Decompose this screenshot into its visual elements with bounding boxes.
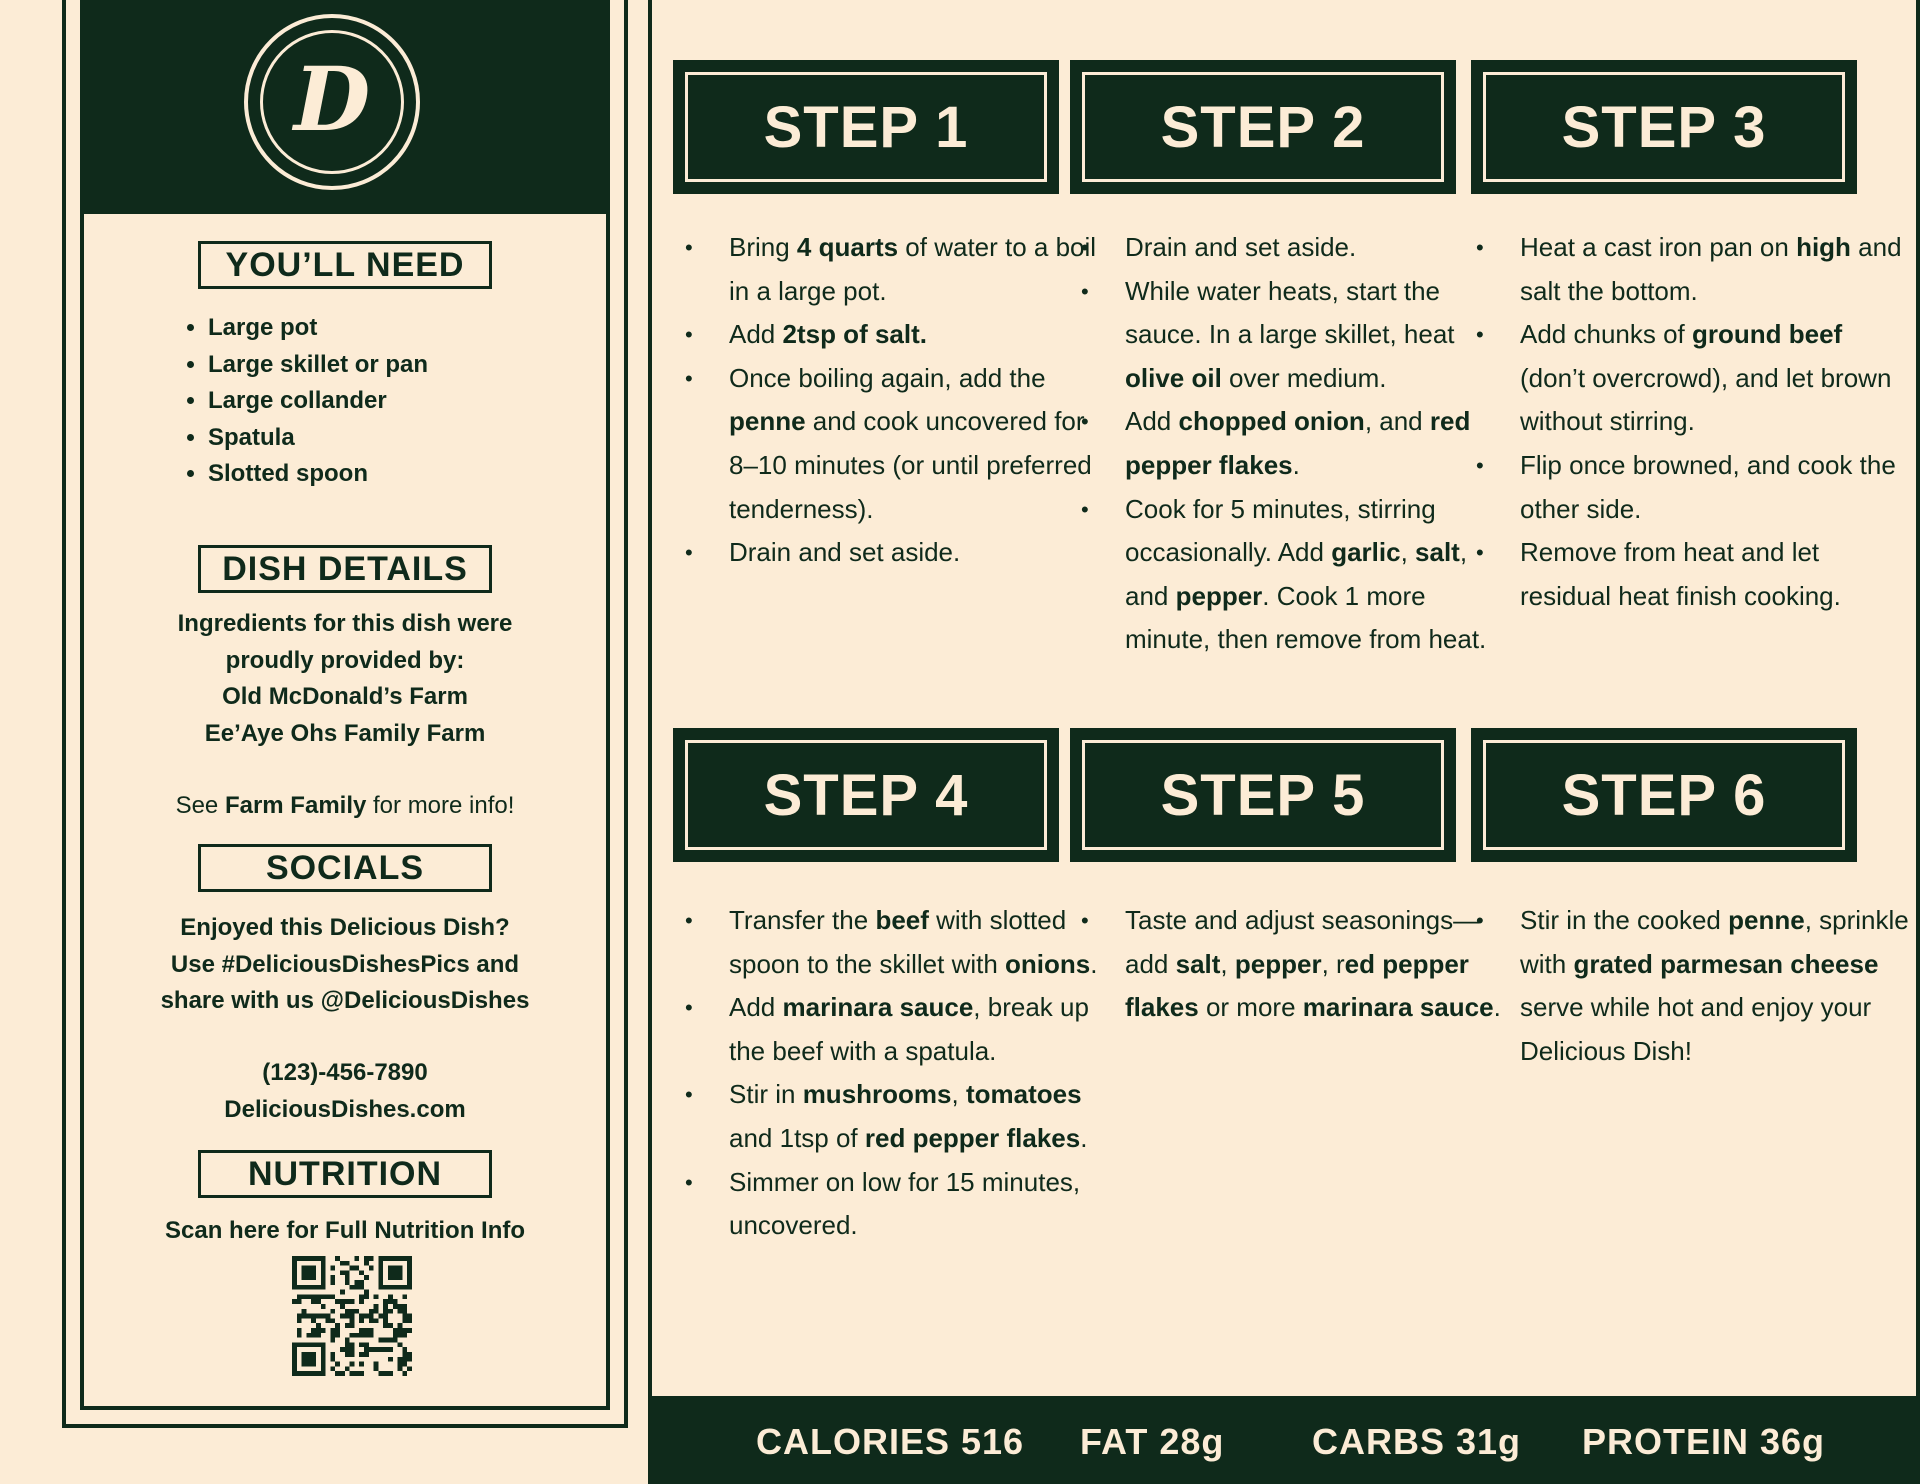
step-1-header	[673, 60, 1059, 194]
socials-line-3: share with us @DeliciousDishes	[160, 987, 530, 1014]
step-title: STEP 5	[1160, 762, 1366, 828]
step-5-header	[1070, 728, 1456, 862]
ingredient-highlight: pepper	[1234, 948, 1322, 979]
step-6-instructions	[1464, 899, 1910, 1073]
step-6-header	[1471, 728, 1857, 862]
qr-code-icon[interactable]	[292, 1256, 412, 1376]
ingredient-highlight: grated parmesan cheese	[1573, 948, 1879, 979]
nutrition-carbs: CARBS 31g	[1312, 1421, 1522, 1462]
farm-2: Ee’Aye Ohs Family Farm	[204, 719, 486, 747]
instruction-text: Drain and set aside.	[729, 537, 961, 568]
need-item: • Slotted spoon	[208, 456, 428, 493]
instruction-text: Once boiling again, add the	[729, 362, 1046, 393]
instruction-text: Stir in	[729, 1079, 803, 1110]
dish-details-text	[80, 606, 610, 752]
ingredient-highlight: high	[1796, 232, 1851, 262]
instruction-item	[1520, 226, 1910, 313]
instruction-item	[1125, 226, 1515, 270]
ingredient-highlight: marinara sauce	[1302, 992, 1494, 1023]
instruction-text: Add	[1125, 406, 1179, 437]
instruction-item	[1125, 899, 1515, 1030]
step-title: STEP 6	[1561, 762, 1767, 828]
instruction-text: , break up the beef with a spatula.	[729, 992, 1089, 1066]
instruction-item	[729, 1073, 1119, 1160]
ingredient-highlight: marinara sauce	[782, 992, 974, 1023]
instruction-text: , sprinkle with	[1520, 905, 1909, 979]
instruction-text: with slotted spoon to the skillet with	[729, 905, 1067, 979]
instruction-text: ,	[1400, 537, 1416, 568]
website-link[interactable]: DeliciousDishes.com	[224, 1095, 466, 1123]
ingredient-highlight: penne	[729, 406, 806, 437]
instruction-text: Bring	[729, 232, 797, 262]
instruction-text: .	[1292, 449, 1300, 480]
need-item: • Large collander	[208, 383, 428, 420]
instruction-text: . Cook 1 more minute, then remove from heat.	[1125, 580, 1487, 655]
logo-ring	[260, 30, 404, 174]
step-3-instructions	[1464, 226, 1910, 618]
instruction-item	[1125, 270, 1515, 401]
ingredient-highlight: tomatoes	[965, 1079, 1082, 1110]
need-item: • Large skillet or pan	[208, 347, 428, 384]
ingredient-highlight: olive oil	[1125, 362, 1222, 393]
instruction-text: ,	[951, 1079, 966, 1110]
ingredient-highlight: mushrooms	[802, 1079, 952, 1110]
socials-text	[80, 910, 610, 1020]
nutrition-fat: FAT 28g	[1080, 1421, 1225, 1462]
step-3-header	[1471, 60, 1857, 194]
need-item: • Large pot	[208, 310, 428, 347]
ingredient-highlight: 2tsp of salt.	[782, 319, 927, 350]
ingredient-highlight: onions	[1005, 948, 1091, 979]
socials-title: SOCIALS	[198, 844, 492, 892]
instruction-text: Remove from heat and let residual heat finish cooking.	[1520, 537, 1841, 611]
instruction-item	[1520, 899, 1910, 1073]
socials-line-2: Use #DeliciousDishesPics and	[170, 950, 520, 978]
farm-family-note	[80, 788, 610, 825]
nutrition-scan-text: Scan here for Full Nutrition Info	[165, 1217, 525, 1244]
farm-family-link[interactable]: Farm Family	[224, 792, 367, 819]
instruction-text: While water heats, start the sauce. In a large skillet, heat	[1125, 275, 1455, 350]
nutrition-protein: PROTEIN 36g	[1582, 1421, 1826, 1462]
step-4-header	[673, 728, 1059, 862]
instruction-text: Transfer the	[729, 905, 876, 935]
instruction-text: .	[1080, 1122, 1088, 1153]
instruction-text: of water to a boil in a large pot.	[729, 232, 1097, 306]
ingredient-highlight: 4 quarts	[796, 232, 899, 262]
ingredient-highlight: red pepper flakes	[1125, 406, 1471, 480]
step-title: STEP 4	[763, 762, 969, 828]
step-4-instructions	[673, 899, 1119, 1248]
farm-1: Old McDonald’s Farm	[222, 683, 468, 710]
ingredient-highlight: beef	[875, 905, 929, 935]
step-title: STEP 1	[763, 94, 969, 160]
step-2-instructions	[1069, 226, 1515, 662]
instruction-text: and salt the bottom.	[1520, 232, 1902, 306]
instruction-text: .	[1090, 948, 1098, 979]
instruction-item	[729, 313, 1119, 357]
instruction-text: Drain and set aside.	[1125, 232, 1357, 262]
instruction-item	[729, 1161, 1119, 1248]
instruction-text: .	[1493, 992, 1501, 1023]
instruction-text: Simmer on low for 15 minutes, uncovered.	[729, 1166, 1081, 1241]
ingredient-highlight: garlic	[1331, 537, 1401, 568]
instruction-text: , r	[1321, 948, 1345, 979]
instruction-item	[1520, 444, 1910, 531]
nutrition-calories: CALORIES 516	[756, 1421, 1025, 1462]
youll-need-list	[160, 310, 428, 493]
youll-need-title: YOU’LL NEED	[198, 241, 492, 289]
instruction-item	[1125, 400, 1515, 487]
instruction-text: over medium.	[1221, 362, 1387, 393]
logo	[244, 14, 420, 190]
instruction-item	[729, 226, 1119, 313]
instruction-text: Taste and adjust seasonings—add	[1125, 905, 1480, 979]
instruction-text: or more	[1198, 992, 1303, 1023]
ingredient-highlight: pepper	[1175, 580, 1263, 611]
ingredient-highlight: penne	[1728, 905, 1805, 935]
instruction-text: serve while hot and enjoy your Delicious Dish!	[1520, 992, 1872, 1066]
ingredient-highlight: ground beef	[1692, 319, 1843, 350]
step-1-instructions	[673, 226, 1119, 575]
details-line-2: proudly provided by:	[225, 646, 465, 674]
step-title: STEP 3	[1561, 94, 1767, 160]
details-line-1: Ingredients for this dish were	[177, 610, 513, 637]
step-2-header	[1070, 60, 1456, 194]
dish-details-title: DISH DETAILS	[198, 545, 492, 593]
nutrition-title: NUTRITION	[198, 1150, 492, 1198]
instruction-text: ,	[1220, 948, 1235, 979]
ingredient-highlight: red pepper flakes	[864, 1122, 1081, 1153]
instruction-text: Cook for 5 minutes, stirring occasionally. Add	[1125, 493, 1436, 568]
instruction-text: Add chunks of	[1520, 319, 1692, 350]
instruction-text: Stir in the cooked	[1520, 905, 1729, 935]
instruction-text: Flip once browned, and cook the other side.	[1520, 449, 1896, 524]
instruction-text: , and	[1125, 537, 1468, 611]
see-prefix: See	[175, 792, 225, 819]
instruction-item	[729, 986, 1119, 1073]
logo-letter: D	[293, 47, 371, 151]
instruction-item	[1520, 313, 1910, 444]
instruction-text: Heat a cast iron pan on	[1520, 232, 1797, 262]
contact-info	[80, 1055, 610, 1128]
instruction-text: and cook uncovered for 8–10 minutes (or until preferred tenderness).	[729, 406, 1092, 524]
phone: (123)-456-7890	[262, 1059, 428, 1086]
instruction-item	[729, 357, 1119, 531]
instruction-text: (don’t overcrowd), and let brown without stirring.	[1520, 362, 1892, 437]
see-suffix: for more info!	[366, 792, 515, 819]
socials-line-1: Enjoyed this Delicious Dish?	[180, 914, 510, 941]
instruction-item	[1520, 531, 1910, 618]
step-title: STEP 2	[1160, 94, 1366, 160]
instruction-item	[729, 899, 1119, 986]
ingredient-highlight: chopped onion	[1178, 406, 1365, 437]
instruction-text: and 1tsp of	[729, 1122, 865, 1153]
instruction-item	[729, 531, 1119, 575]
ingredient-highlight: salt	[1175, 948, 1221, 979]
instruction-text: Add	[729, 992, 783, 1023]
ingredient-highlight: salt	[1415, 537, 1460, 568]
need-item: • Spatula	[208, 420, 428, 457]
ingredient-highlight: ed pepper flakes	[1125, 948, 1469, 1023]
instruction-text: , and	[1364, 406, 1430, 437]
instruction-item	[1125, 488, 1515, 662]
instruction-text: Add	[729, 319, 783, 350]
step-5-instructions	[1069, 899, 1515, 1030]
